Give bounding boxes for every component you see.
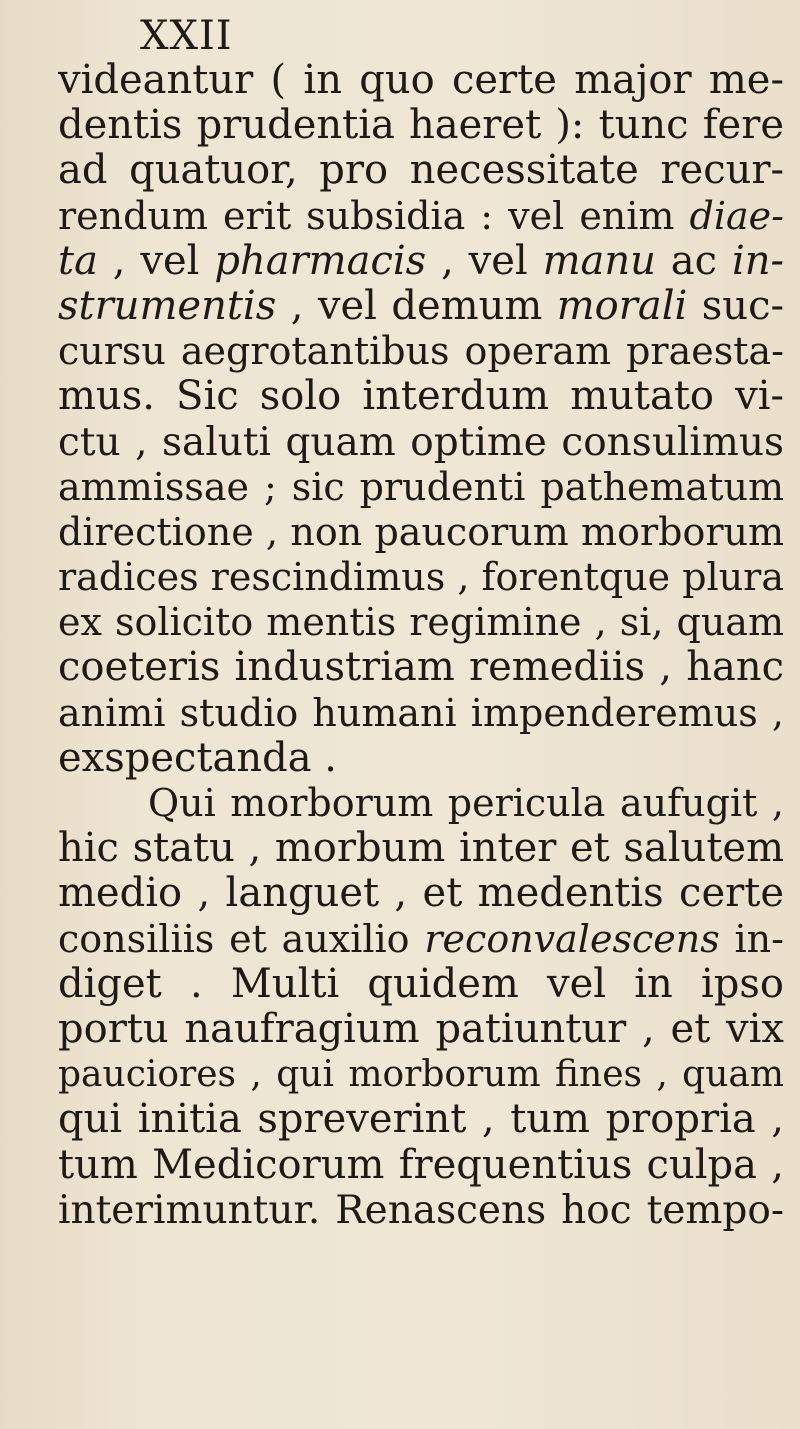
text-line [58, 58, 784, 103]
text-line [58, 239, 784, 284]
text-line [58, 1097, 784, 1142]
text-line [58, 103, 784, 148]
text-segment: coeteris industriam remediis , hanc [58, 645, 784, 691]
text-segment: in- [719, 916, 784, 961]
text-line [58, 420, 784, 465]
text-segment: interimuntur. Renascens hoc tempo- [58, 1187, 784, 1233]
text-segment: ex solicito mentis regimine , si, quam [58, 600, 784, 645]
text-segment: diget . Multi quidem vel in ipso [58, 961, 784, 1007]
text-line [58, 555, 784, 600]
text-line [58, 871, 784, 916]
text-line [58, 465, 784, 510]
body-text [58, 58, 784, 1233]
text-segment: ctu , saluti quam optime consulimus [58, 419, 784, 465]
text-line [58, 284, 784, 329]
text-line [58, 826, 784, 871]
text-line [58, 691, 784, 736]
text-segment: Qui morborum pericula aufugit , [148, 781, 784, 825]
italic-text-segment: reconvalescens [424, 916, 720, 961]
italic-text-segment: morali [556, 283, 688, 329]
text-segment: radices rescindimus , forentque plura [58, 555, 784, 600]
text-segment: , vel [426, 238, 543, 284]
text-line [58, 600, 784, 645]
text-line [58, 736, 784, 781]
text-segment: pauciores , qui morborum fines , quam [58, 1054, 784, 1096]
text-line [58, 1052, 784, 1097]
text-segment: consiliis et auxilio [58, 916, 425, 961]
text-line [58, 329, 784, 374]
text-segment: , vel [97, 238, 215, 284]
text-segment: medio , languet , et medentis certe [58, 871, 784, 917]
text-segment: ac [655, 238, 732, 284]
italic-text-segment: in- [731, 238, 784, 284]
text-segment: qui initia spreverint , tum propria , [58, 1097, 784, 1143]
text-segment: videantur ( in quo certe major me- [58, 58, 784, 103]
text-line [58, 148, 784, 193]
text-line [58, 917, 784, 962]
text-line [58, 962, 784, 1007]
text-segment: cursu aegrotantibus operam praesta- [58, 329, 784, 374]
text-segment: hic statu , morbum inter et salutem [58, 826, 784, 872]
text-line [58, 1007, 784, 1052]
italic-text-segment: diae- [689, 193, 784, 238]
page-number: XXII [140, 13, 233, 59]
text-segment: exspectanda . [58, 735, 338, 781]
text-segment: dentis prudentia haeret ): tunc fere [58, 103, 784, 149]
italic-text-segment: ta [58, 238, 98, 284]
text-line [58, 510, 784, 555]
italic-text-segment: manu [542, 238, 656, 284]
text-segment: tum Medicorum frequentius culpa , [58, 1142, 784, 1188]
text-line [58, 645, 784, 690]
italic-text-segment: pharmacis [214, 238, 427, 284]
text-line [58, 1143, 784, 1188]
italic-text-segment: strumentis [58, 283, 277, 329]
text-segment: ammissae ; sic prudenti pathematum [58, 464, 784, 509]
text-segment: rendum erit subsidia : vel enim [58, 193, 690, 238]
text-segment: mus. Sic solo interdum mutato vi- [58, 374, 784, 420]
text-segment: ad quatuor, pro necessitate recur- [58, 148, 784, 194]
text-segment: directione , non paucorum morborum [58, 509, 784, 554]
text-segment: animi studio humani impenderemus , [58, 690, 784, 735]
text-line [58, 781, 784, 826]
text-line [58, 1188, 784, 1233]
text-line [58, 194, 784, 239]
text-segment: , vel demum [276, 283, 557, 329]
text-segment: portu naufragium patiuntur , et vix [58, 1006, 784, 1052]
text-line [58, 374, 784, 419]
text-segment: suc- [687, 283, 784, 329]
